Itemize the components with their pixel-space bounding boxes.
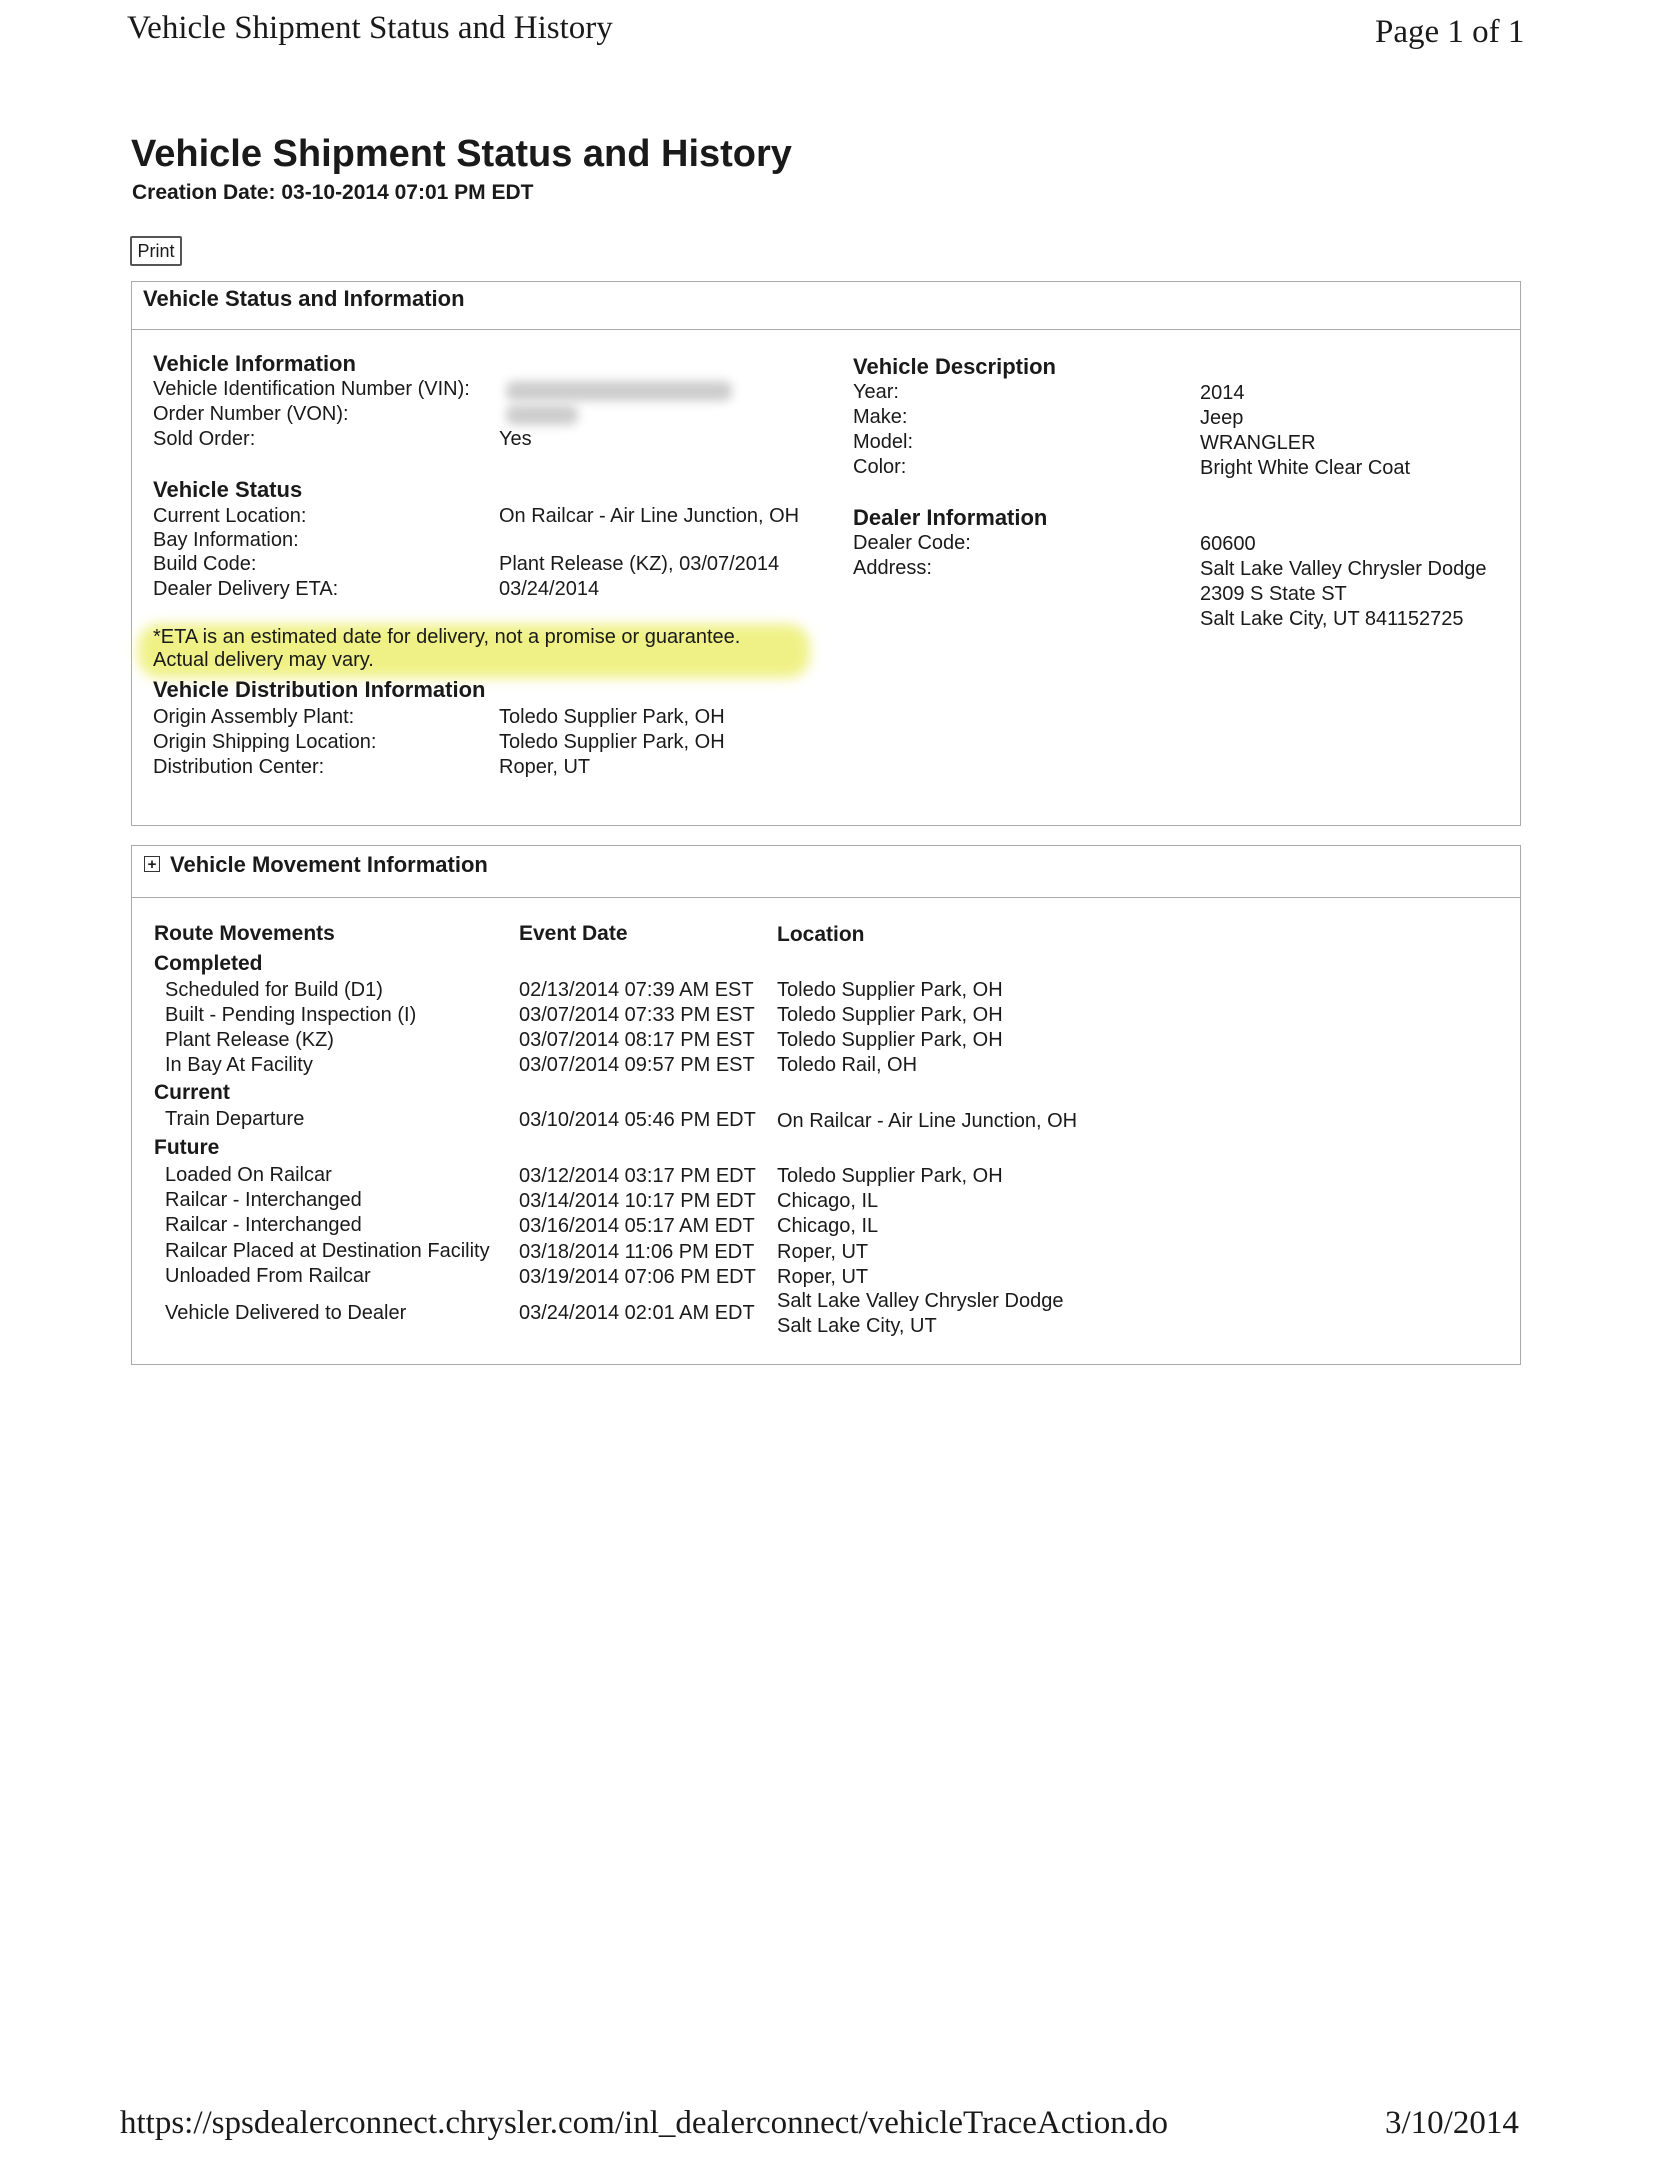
movement-date: 02/13/2014 07:39 AM EST [519, 979, 754, 1001]
movement-location: Toledo Rail, OH [777, 1054, 918, 1076]
movement-date: 03/12/2014 03:17 PM EDT [519, 1165, 756, 1187]
movement-date: 03/07/2014 08:17 PM EST [519, 1029, 755, 1051]
group-current: Current [154, 1081, 230, 1104]
movement-location: Toledo Supplier Park, OH [777, 1004, 1003, 1026]
group-future: Future [154, 1136, 220, 1159]
movement-date: 03/07/2014 09:57 PM EST [519, 1054, 755, 1076]
print-footer-date: 3/10/2014 [1385, 2105, 1519, 2141]
model-label: Model: [853, 431, 914, 453]
year-label: Year: [853, 381, 899, 403]
dealer-code-value: 60600 [1200, 533, 1256, 555]
vin-redacted [506, 381, 732, 401]
print-button[interactable]: Print [130, 236, 182, 266]
movement-name: Train Departure [165, 1108, 305, 1130]
sold-order-label: Sold Order: [153, 428, 256, 450]
column-header-date: Event Date [519, 922, 628, 945]
distribution-center-value: Roper, UT [499, 756, 591, 778]
movement-name: Built - Pending Inspection (I) [165, 1004, 417, 1026]
color-label: Color: [853, 456, 907, 478]
movement-name: In Bay At Facility [165, 1054, 313, 1076]
sold-order-value: Yes [499, 428, 532, 450]
page-title: Vehicle Shipment Status and History [131, 133, 792, 175]
vehicle-status-heading: Vehicle Status [153, 477, 303, 502]
dealer-address-label: Address: [853, 557, 932, 579]
movement-name: Vehicle Delivered to Dealer [165, 1302, 407, 1324]
build-code-value: Plant Release (KZ), 03/07/2014 [499, 553, 780, 575]
von-label: Order Number (VON): [153, 403, 349, 425]
dealer-address-line: 2309 S State ST [1200, 583, 1347, 605]
print-footer-url: https://spsdealerconnect.chrysler.com/inl_dealerconnect/vehicleTraceAction.do [120, 2105, 1169, 2141]
vehicle-status-panel-title: Vehicle Status and Information [143, 286, 465, 311]
movement-location-line-2: Salt Lake City, UT [777, 1315, 937, 1337]
dealer-information-heading: Dealer Information [853, 505, 1048, 530]
group-completed: Completed [154, 952, 263, 975]
dealer-address-line: Salt Lake Valley Chrysler Dodge [1200, 558, 1487, 580]
make-value: Jeep [1200, 407, 1244, 429]
dealer-eta-label: Dealer Delivery ETA: [153, 578, 339, 600]
build-code-label: Build Code: [153, 553, 257, 575]
movement-name: Unloaded From Railcar [165, 1265, 371, 1287]
movement-location: Chicago, IL [777, 1215, 879, 1237]
movement-name: Scheduled for Build (D1) [165, 979, 383, 1001]
dealer-eta-value: 03/24/2014 [499, 578, 600, 600]
origin-assembly-plant-value: Toledo Supplier Park, OH [499, 706, 725, 728]
color-value: Bright White Clear Coat [1200, 457, 1411, 479]
current-location-value: On Railcar - Air Line Junction, OH [499, 505, 800, 527]
movement-location: Toledo Supplier Park, OH [777, 1029, 1003, 1051]
creation-date: Creation Date: 03-10-2014 07:01 PM EDT [132, 181, 534, 204]
von-redacted [506, 405, 578, 425]
expand-icon[interactable]: + [144, 856, 160, 872]
origin-shipping-location-label: Origin Shipping Location: [153, 731, 377, 753]
distribution-center-label: Distribution Center: [153, 756, 325, 778]
year-value: 2014 [1200, 382, 1245, 404]
movement-date: 03/24/2014 02:01 AM EDT [519, 1302, 755, 1324]
movement-name: Plant Release (KZ) [165, 1029, 334, 1051]
bay-information-label: Bay Information: [153, 529, 299, 551]
print-header-page: Page 1 of 1 [1375, 14, 1525, 50]
dealer-address-line: Salt Lake City, UT 841152725 [1200, 608, 1464, 630]
movement-date: 03/14/2014 10:17 PM EDT [519, 1190, 756, 1212]
current-location-label: Current Location: [153, 505, 307, 527]
movement-date: 03/16/2014 05:17 AM EDT [519, 1215, 755, 1237]
movement-location: Toledo Supplier Park, OH [777, 1165, 1003, 1187]
movement-location: On Railcar - Air Line Junction, OH [777, 1110, 1078, 1132]
movement-location: Toledo Supplier Park, OH [777, 979, 1003, 1001]
eta-note-line-1: *ETA is an estimated date for delivery, not a promise or guarantee. [153, 626, 741, 648]
vehicle-movement-panel-title: Vehicle Movement Information [170, 852, 488, 877]
movement-date: 03/10/2014 05:46 PM EDT [519, 1109, 756, 1131]
movement-location: Salt Lake Valley Chrysler Dodge [777, 1290, 1064, 1312]
movement-name: Loaded On Railcar [165, 1164, 332, 1186]
distribution-heading: Vehicle Distribution Information [153, 677, 486, 702]
origin-assembly-plant-label: Origin Assembly Plant: [153, 706, 355, 728]
movement-location: Roper, UT [777, 1241, 869, 1263]
vehicle-information-heading: Vehicle Information [153, 351, 356, 376]
dealer-code-label: Dealer Code: [853, 532, 971, 554]
origin-shipping-location-value: Toledo Supplier Park, OH [499, 731, 725, 753]
vin-label: Vehicle Identification Number (VIN): [153, 378, 470, 400]
movement-name: Railcar - Interchanged [165, 1189, 362, 1211]
movement-name: Railcar Placed at Destination Facility [165, 1240, 490, 1262]
print-header-title: Vehicle Shipment Status and History [127, 10, 613, 46]
vehicle-description-heading: Vehicle Description [853, 354, 1056, 379]
make-label: Make: [853, 406, 908, 428]
movement-date: 03/18/2014 11:06 PM EDT [519, 1241, 755, 1263]
column-header-location: Location [777, 923, 865, 946]
model-value: WRANGLER [1200, 432, 1316, 454]
movement-date: 03/19/2014 07:06 PM EDT [519, 1266, 756, 1288]
eta-note-line-2: Actual delivery may vary. [153, 649, 374, 671]
movement-date: 03/07/2014 07:33 PM EST [519, 1004, 755, 1026]
movement-location: Roper, UT [777, 1266, 869, 1288]
movement-location: Chicago, IL [777, 1190, 879, 1212]
movement-name: Railcar - Interchanged [165, 1214, 362, 1236]
column-header-route: Route Movements [154, 922, 335, 945]
